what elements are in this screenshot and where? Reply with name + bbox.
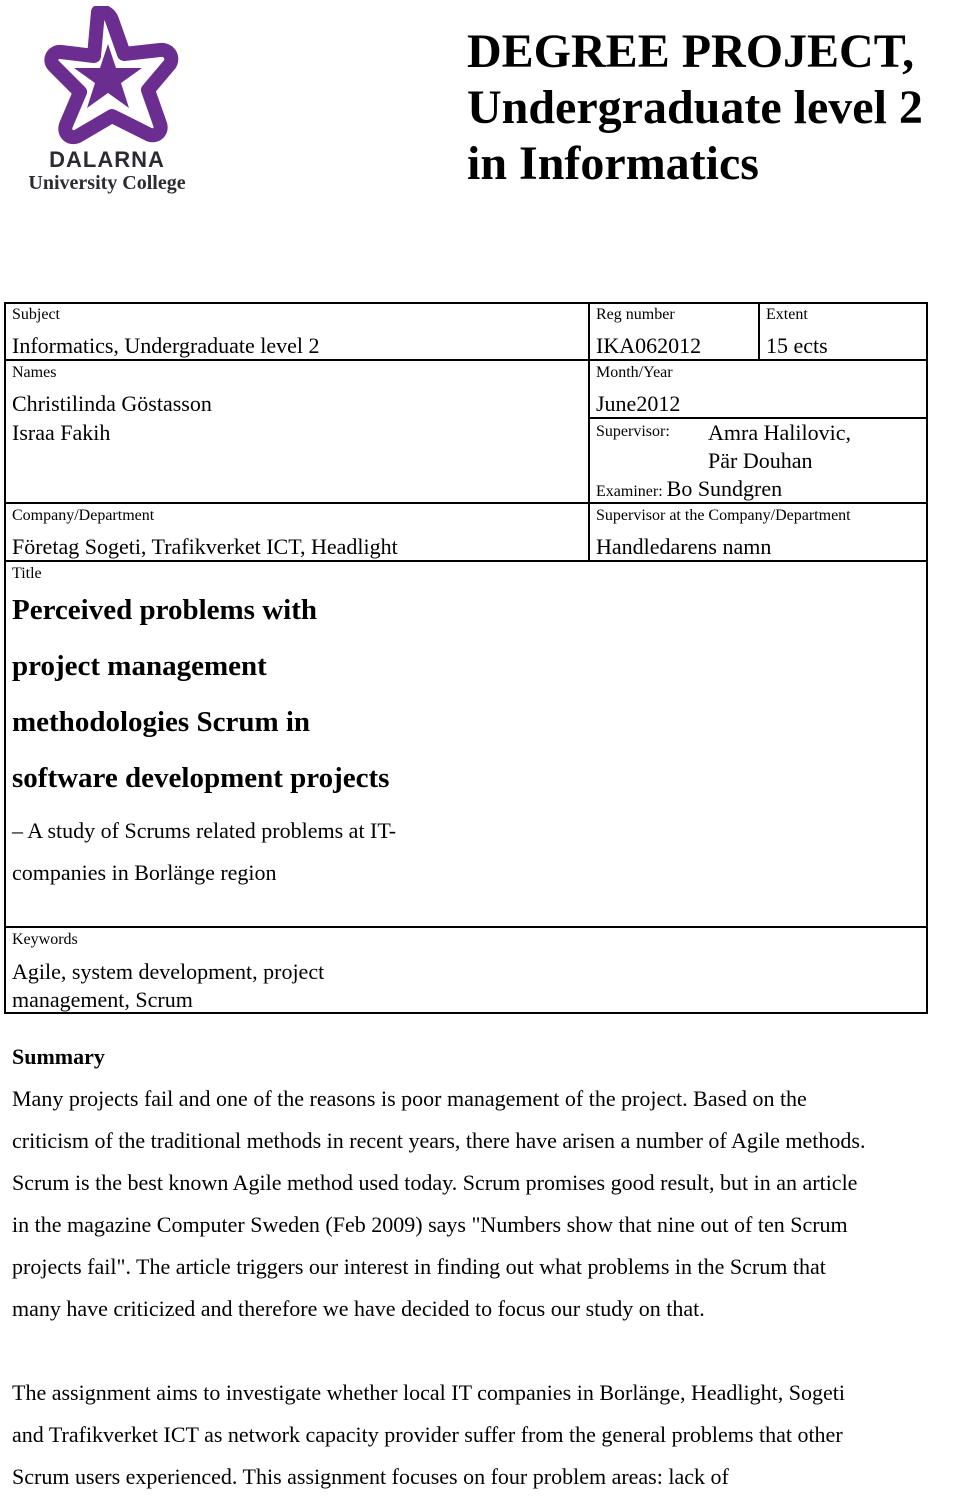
summary-paragraph-1	[12, 1078, 952, 1330]
keywords-line: management, Scrum	[12, 987, 193, 1012]
subject-value: Informatics, Undergraduate level 2	[12, 333, 320, 358]
paragraph-line: many have criticized and therefore we have decided to focus our study on that.	[12, 1296, 705, 1321]
examiner-value: Bo Sundgren	[666, 476, 783, 501]
table-divider	[588, 302, 590, 562]
table-border	[926, 302, 928, 1014]
thesis-subtitle-line: – A study of Scrums related problems at IT-	[12, 818, 397, 843]
thesis-title-line: methodologies Scrum in	[12, 706, 311, 738]
month-year-value: June2012	[596, 391, 681, 416]
logo-line-1: DALARNA	[49, 147, 165, 172]
degree-title: DEGREE PROJECT, Undergraduate level 2 in Informatics	[467, 25, 923, 190]
name-value: Israa Fakih	[12, 420, 111, 445]
name-value: Christilinda Göstasson	[12, 391, 212, 416]
company-supervisor-label: Supervisor at the Company/Department	[596, 507, 851, 524]
supervisor-value: Amra Halilovic,	[708, 420, 851, 445]
table-divider	[758, 302, 760, 360]
thesis-title	[12, 582, 612, 894]
thesis-subtitle-line: companies in Borlänge region	[12, 860, 277, 885]
table-divider	[4, 359, 928, 361]
thesis-title-line: project management	[12, 650, 267, 682]
extent-label: Extent	[766, 306, 808, 323]
table-divider	[588, 417, 928, 419]
summary-paragraph-2	[12, 1372, 952, 1498]
supervisor-label: Supervisor:	[596, 423, 670, 440]
star-logo-icon	[20, 6, 192, 146]
paragraph-line: Scrum is the best known Agile method used today. Scrum promises good result, but in an article	[12, 1170, 858, 1195]
paragraph-line: The assignment aims to investigate whether local IT companies in Borlänge, Headlight, Sogeti	[12, 1380, 845, 1405]
table-border	[4, 302, 928, 304]
subject-label: Subject	[12, 306, 60, 323]
company-supervisor-value: Handledarens namn	[596, 534, 772, 559]
paragraph-line: in the magazine Computer Sweden (Feb 2009) says "Numbers show that nine out of ten Scrum	[12, 1212, 848, 1237]
summary-heading: Summary	[12, 1044, 105, 1069]
table-divider	[4, 502, 928, 504]
keywords-line: Agile, system development, project	[12, 959, 325, 984]
paragraph-line: projects fail". The article triggers our interest in finding out what problems in the Scrum that	[12, 1254, 826, 1279]
company-label: Company/Department	[12, 507, 155, 524]
table-divider	[4, 560, 928, 562]
paragraph-line: criticism of the traditional methods in recent years, there have arisen a number of Agile methods.	[12, 1128, 866, 1153]
examiner-label: Examiner:	[596, 483, 663, 500]
paragraph-line: Scrum users experienced. This assignment focuses on four problem areas: lack of	[12, 1464, 729, 1489]
month-year-label: Month/Year	[596, 364, 673, 381]
supervisor-value: Pär Douhan	[708, 448, 813, 473]
thesis-title-line: Perceived problems with	[12, 594, 317, 626]
logo-text	[22, 148, 192, 194]
paragraph-line: Many projects fail and one of the reasons is poor management of the project. Based on the	[12, 1086, 807, 1111]
table-border	[4, 302, 6, 1014]
table-divider	[4, 926, 928, 928]
logo-line-2: University College	[28, 172, 186, 194]
keywords-value	[12, 958, 324, 1014]
paragraph-line: and Trafikverket ICT as network capacity provider suffer from the general problems that other	[12, 1422, 843, 1447]
company-value: Företag Sogeti, Trafikverket ICT, Headlight	[12, 534, 398, 559]
reg-number-value: IKA062012	[596, 333, 702, 358]
thesis-title-line: software development projects	[12, 762, 390, 794]
keywords-label: Keywords	[12, 931, 78, 948]
examiner-row	[596, 476, 782, 502]
title-label: Title	[12, 565, 42, 582]
names-label: Names	[12, 364, 57, 381]
reg-number-label: Reg number	[596, 306, 675, 323]
extent-value: 15 ects	[766, 333, 828, 358]
